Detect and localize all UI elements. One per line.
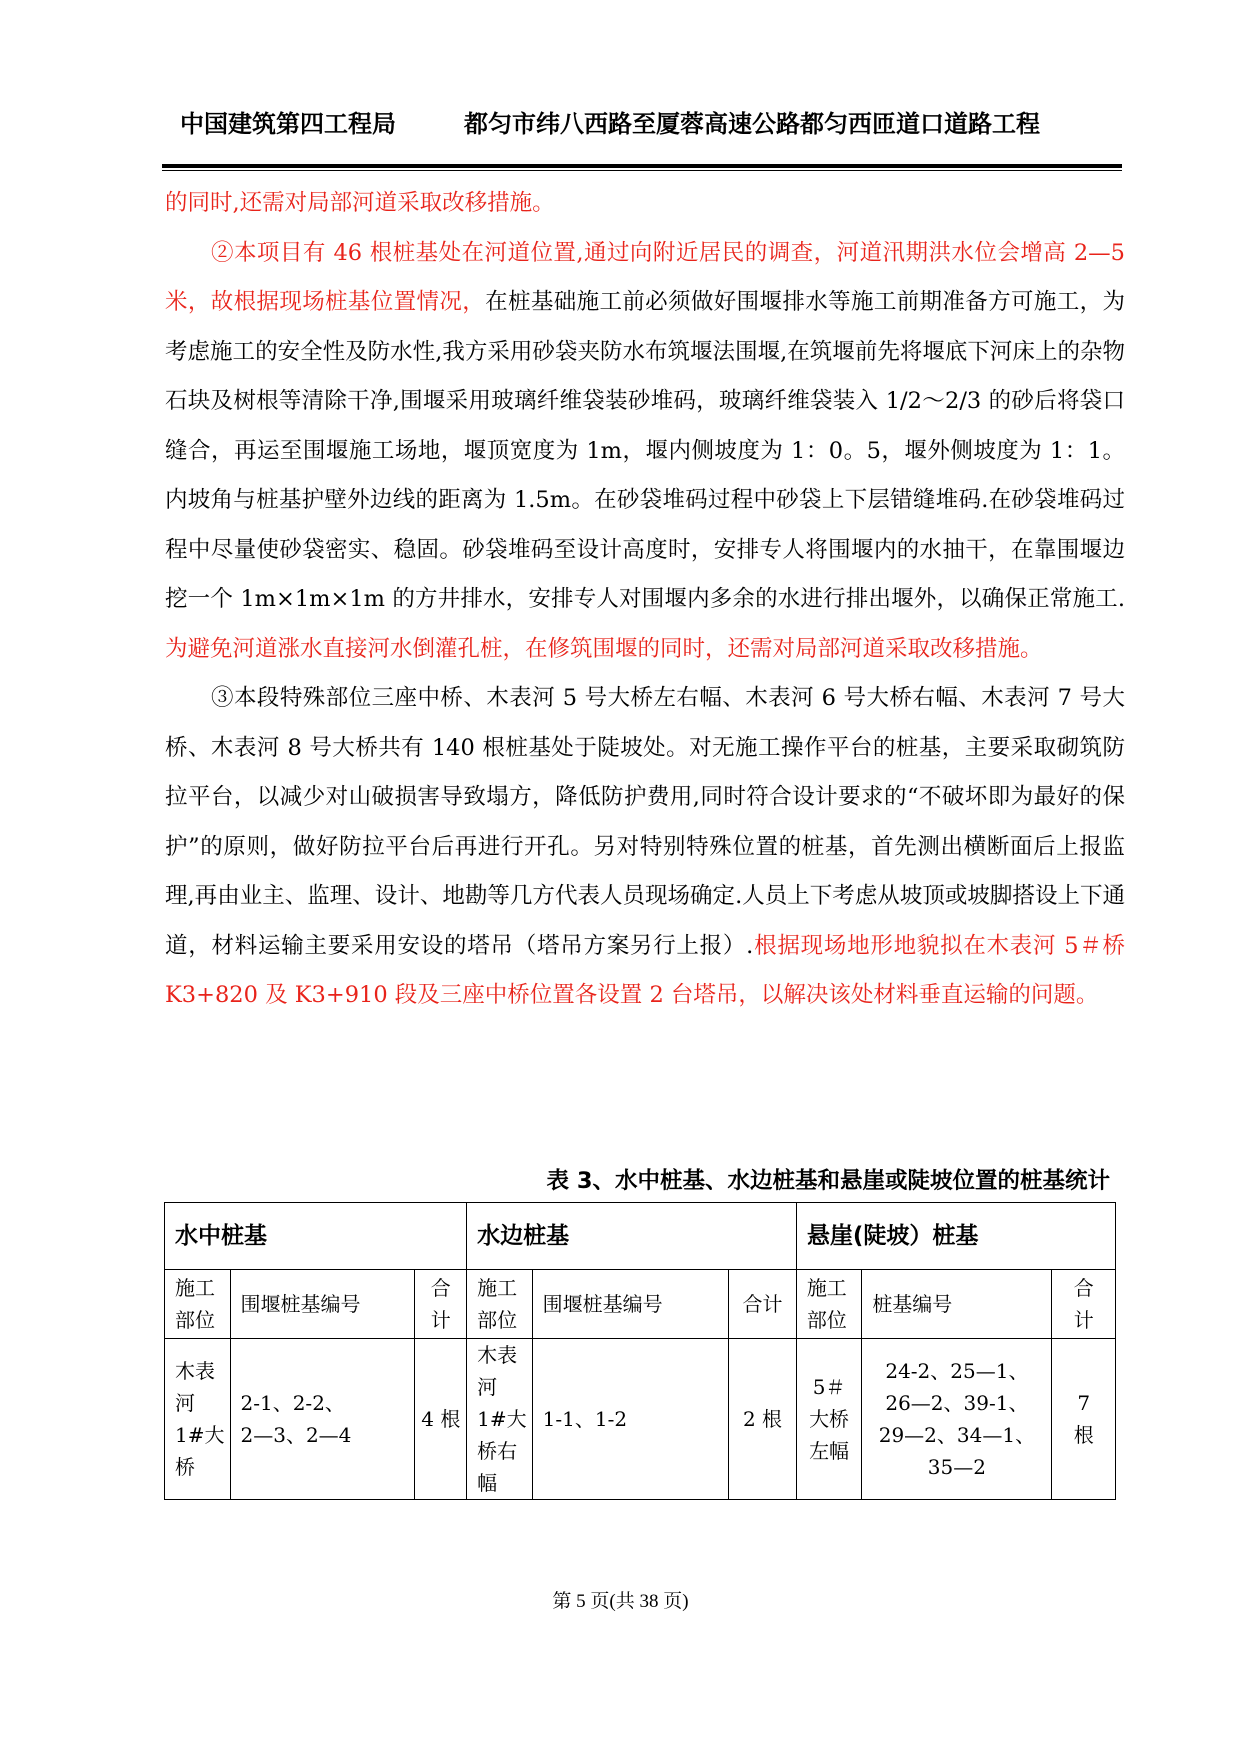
cell-location: 木表 河 1#大 桥 — [165, 1339, 231, 1500]
paragraph-steep-slope-body: ③本段特殊部位三座中桥、木表河 5 号大桥左右幅、木表河 6 号大桥右幅、木表河 7 号大桥、木表河 8 号大桥共有 140 根桩基处于陡坡处。对无施工操作平台的桩基，主要采取砌筑防拉平台，以减少对山破损害导致塌方，降低防护费用,同时符合设计要求的“不破坏即为最好的保护”的原则，做好防拉平台后再进行开孔。另对特别特殊位置的桩基，首先测出横断面后上报监理,再由业主、监理、设计、地勘等几方代表人员现场确定.人员上下考虑从坡顶或坡脚搭设上下通道，材料运输主要采用安设的塔吊（塔吊方案另行上报）. — [165, 685, 1125, 959]
table-subheader-row — [165, 1270, 1116, 1339]
paragraph-continuation: 的同时,还需对局部河道采取改移措施。 — [165, 190, 555, 216]
header-rule-thick — [162, 164, 1122, 168]
group-waterside-piles: 水边桩基 — [467, 1203, 797, 1270]
subheader-total: 合 计 — [415, 1270, 467, 1339]
subheader-pile-ids: 围堰桩基编号 — [532, 1270, 729, 1339]
cell-total: 4 根 — [415, 1339, 467, 1500]
subheader-location: 施工 部位 — [467, 1270, 533, 1339]
cell-total: 7 根 — [1052, 1339, 1116, 1500]
group-water-piles: 水中桩基 — [165, 1203, 467, 1270]
header-rule-thin — [162, 170, 1122, 171]
page-number: 第 5 页(共 38 页) — [552, 1591, 689, 1612]
body-text — [165, 179, 1125, 1021]
header-company: 中国建筑第四工程局 — [180, 110, 396, 138]
cell-location: 5＃ 大桥 左幅 — [796, 1339, 862, 1500]
group-cliff-piles: 悬崖(陡坡）桩基 — [796, 1203, 1115, 1270]
cell-total: 2 根 — [729, 1339, 797, 1500]
table-row — [165, 1339, 1116, 1500]
paragraph-steep-slope — [165, 674, 1125, 1021]
table-caption: 表 3、水中桩基、水边桩基和悬崖或陡坡位置的桩基统计 — [546, 1168, 1110, 1194]
table-group-header-row — [165, 1203, 1116, 1270]
paragraph-tower-crane: 根据现场地形地貌拟在木表河 5＃桥 K3+820 及 K3+910 段及三座中桥位置各设置 2 台塔吊，以解决该处材料垂直运输的问题。 — [165, 932, 1126, 1008]
paragraph-cofferdam — [165, 229, 1125, 675]
paragraph-cofferdam-body: 在桩基础施工前必须做好围堰排水等施工前期准备方可施工，为考虑施工的安全性及防水性,我方采用砂袋夹防水布筑堰法围堰,在筑堰前先将堰底下河床上的杂物石块及树根等清除干净,围堰采用玻璃纤维袋装砂堆码，玻璃纤维袋装入 1/2～2/3 的砂后将袋口缝合，再运至围堰施工场地，堰顶宽度为 1m，堰内侧坡度为 1：0。5，堰外侧坡度为 1：1。内坡角与桩基护壁外边线的距离为 1.5m。在砂袋堆码过程中砂袋上下层错缝堆码.在砂袋堆码过程中尽量使砂袋密实、稳固。砂袋堆码至设计高度时，安排专人将围堰内的水抽干，在靠围堰边挖一个 1m×1m×1m 的方井排水，安排专人对围堰内多余的水进行排出堰外，以确保正常施工. — [165, 289, 1125, 612]
paragraph-cofferdam-intro: ②本项目有 46 根桩基处在河道位置,通过向附近居民的调查，河道汛期洪水位会增高 2—5 米，故根据现场桩基位置情况， — [165, 239, 1125, 315]
subheader-total: 合计 — [729, 1270, 797, 1339]
subheader-pile-ids: 围堰桩基编号 — [230, 1270, 415, 1339]
header-project-title: 都匀市纬八西路至厦蓉高速公路都匀西匝道口道路工程 — [464, 110, 1040, 138]
cell-pile-ids: 1-1、1-2 — [532, 1339, 729, 1500]
cell-pile-ids: 24-2、25—1、 26—2、39-1、 29—2、34—1、 35—2 — [862, 1339, 1052, 1500]
subheader-total: 合 计 — [1052, 1270, 1116, 1339]
cell-pile-ids: 2-1、2-2、 2—3、2—4 — [230, 1339, 415, 1500]
cell-location: 木表 河 1#大 桥右 幅 — [467, 1339, 533, 1500]
subheader-pile-ids: 桩基编号 — [862, 1270, 1052, 1339]
subheader-location: 施工 部位 — [796, 1270, 862, 1339]
subheader-location: 施工 部位 — [165, 1270, 231, 1339]
pile-statistics-table — [164, 1202, 1116, 1500]
paragraph-cofferdam-conclusion: 为避免河道涨水直接河水倒灌孔桩，在修筑围堰的同时，还需对局部河道采取改移措施。 — [165, 635, 1043, 662]
